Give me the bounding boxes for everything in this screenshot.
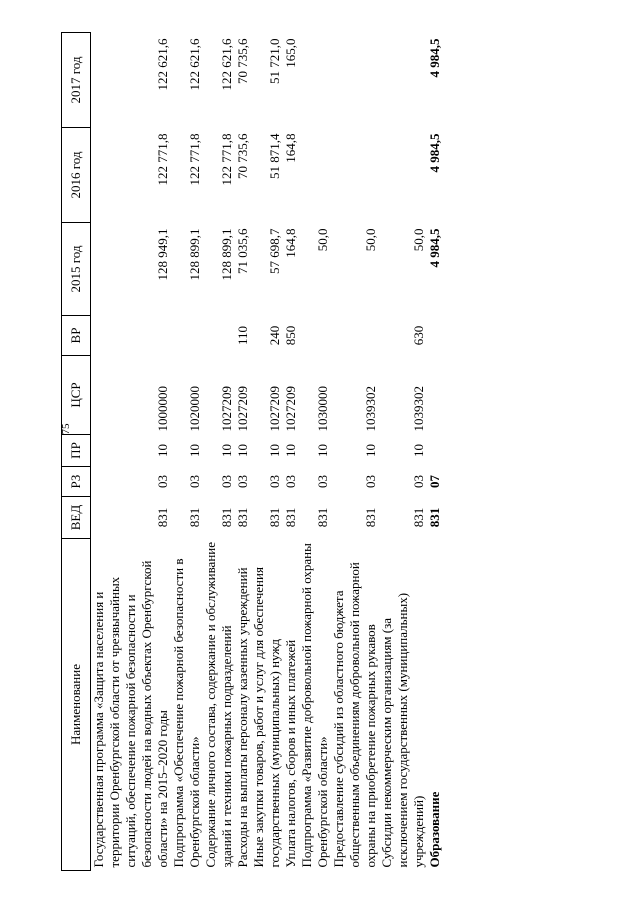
pr-cell: 10 — [235, 444, 250, 457]
table-row — [251, 33, 283, 871]
pr-cell: 10 — [155, 444, 170, 457]
header-name: Наименование — [62, 539, 91, 871]
rotated-page-content — [61, 33, 584, 871]
vr-cell — [331, 316, 379, 356]
vr-cell — [299, 316, 331, 356]
value-2016: 4 984,5 — [427, 133, 442, 173]
value-2016 — [331, 128, 379, 223]
pr-cell — [427, 435, 443, 467]
vr-cell — [171, 316, 203, 356]
header-rz: РЗ — [62, 467, 91, 497]
value-2015: 71 035,6 — [235, 228, 250, 274]
rz-cell: 03 — [315, 475, 330, 488]
rz-cell: 03 — [363, 475, 378, 488]
value-2015: 50,0 — [411, 228, 426, 252]
value-2016: 122 771,8 — [187, 133, 202, 186]
value-2017: 4 984,5 — [427, 38, 442, 78]
vr-cell: 850 — [283, 325, 298, 346]
pr-cell: 10 — [315, 444, 330, 457]
value-2017 — [299, 33, 331, 128]
table-row — [427, 33, 443, 871]
name-cell: Иные закупки товаров, работ и услуг для обеспечения государственных (муниципальных) нужд — [251, 567, 282, 868]
ved-cell: 831 — [363, 507, 378, 528]
table-row — [171, 33, 203, 871]
value-2017: 51 721,0 — [267, 38, 282, 84]
ved-cell: 831 — [187, 507, 202, 528]
value-2016 — [299, 128, 331, 223]
value-2016: 164,8 — [283, 133, 298, 163]
csr-cell: 1039302 — [363, 386, 378, 432]
value-2017: 165,0 — [283, 38, 298, 68]
header-2015: 2015 год — [62, 223, 91, 316]
ved-cell: 831 — [411, 507, 426, 528]
csr-cell: 1027209 — [219, 386, 234, 432]
vr-cell — [203, 316, 235, 356]
csr-cell: 1020000 — [187, 386, 202, 432]
value-2017 — [331, 33, 379, 128]
value-2015: 164,8 — [283, 228, 298, 258]
name-cell: Образование — [427, 791, 442, 868]
ved-cell: 831 — [267, 507, 282, 528]
vr-cell: 240 — [267, 325, 282, 346]
page-number: 75 — [60, 423, 72, 435]
name-cell: Расходы на выплаты персоналу казенных учреждений — [235, 567, 250, 868]
value-2017: 70 735,6 — [235, 38, 250, 84]
value-2015: 128 899,1 — [187, 228, 202, 281]
pr-cell: 10 — [283, 444, 298, 457]
ved-cell: 831 — [427, 507, 442, 528]
name-cell: Подпрограмма «Развитие добровольной пожарной охраны Оренбургской области» — [299, 543, 330, 868]
pr-cell: 10 — [267, 444, 282, 457]
pr-cell: 10 — [363, 444, 378, 457]
name-cell: Содержание личного состава, содержание и обслуживание зданий и техники пожарных подразделений — [203, 541, 234, 868]
header-pr: ПР — [62, 435, 91, 467]
value-2015: 50,0 — [363, 228, 378, 252]
rz-cell: 03 — [155, 475, 170, 488]
table-row — [331, 33, 379, 871]
value-2017: 122 621,6 — [219, 38, 234, 91]
rz-cell: 03 — [235, 475, 250, 488]
name-cell: Государственная программа «Защита населения и территории Оренбургской области от чрезвычайных ситуаций, обеспечение пожарной безопасности и безопасности людей на водных объектах Оренбургской области» на 2015–2020 годы — [91, 560, 170, 868]
csr-cell: 1000000 — [155, 386, 170, 432]
ved-cell: 831 — [315, 507, 330, 528]
name-cell: Субсидии некоммерческим организациям (за исключением государственных (муниципальных) учреждений) — [379, 592, 426, 868]
table-row — [235, 33, 251, 871]
name-cell: Уплата налогов, сборов и иных платежей — [283, 639, 298, 868]
rz-cell: 03 — [411, 475, 426, 488]
value-2015: 50,0 — [315, 228, 330, 252]
ved-cell: 831 — [283, 507, 298, 528]
value-2016: 70 735,6 — [235, 133, 250, 179]
table-row — [283, 33, 299, 871]
ved-cell: 831 — [235, 507, 250, 528]
vr-cell — [91, 316, 172, 356]
value-2016: 122 771,8 — [219, 133, 234, 186]
rz-cell: 07 — [427, 475, 442, 488]
pr-cell: 10 — [411, 444, 426, 457]
table-row — [379, 33, 427, 871]
header-csr: ЦСР — [62, 356, 91, 435]
value-2017: 122 621,6 — [155, 38, 170, 91]
value-2016: 51 871,4 — [267, 133, 282, 179]
csr-cell: 1027209 — [235, 386, 250, 432]
vr-cell: 110 — [235, 325, 250, 346]
rz-cell: 03 — [267, 475, 282, 488]
value-2017: 122 621,6 — [187, 38, 202, 91]
csr-cell: 1030000 — [315, 386, 330, 432]
csr-cell: 1027209 — [283, 386, 298, 432]
name-cell: Подпрограмма «Обеспечение пожарной безопасности в Оренбургской области» — [171, 558, 202, 868]
budget-table — [61, 32, 443, 871]
pr-cell: 10 — [187, 444, 202, 457]
value-2015: 4 984,5 — [427, 228, 442, 268]
value-2016: 122 771,8 — [155, 133, 170, 186]
table-row — [203, 33, 235, 871]
header-row — [62, 33, 91, 871]
rz-cell: 03 — [219, 475, 234, 488]
rz-cell: 03 — [283, 475, 298, 488]
table-row — [299, 33, 331, 871]
ved-cell: 831 — [155, 507, 170, 528]
value-2015: 57 698,7 — [267, 228, 282, 274]
rz-cell: 03 — [187, 475, 202, 488]
value-2016 — [379, 128, 427, 223]
csr-cell: 1039302 — [411, 386, 426, 432]
value-2017 — [379, 33, 427, 128]
vr-cell — [427, 316, 443, 356]
csr-cell: 1027209 — [267, 386, 282, 432]
value-2015: 128 899,1 — [219, 228, 234, 281]
value-2015: 128 949,1 — [155, 228, 170, 281]
header-vr: ВР — [62, 316, 91, 356]
header-2016: 2016 год — [62, 128, 91, 223]
table-row — [91, 33, 172, 871]
header-ved: ВЕД — [62, 497, 91, 539]
name-cell: Предоставление субсидий из областного бюджета общественным объединениям добровольной пожарной охраны на приобретение пожарных рукавов — [331, 562, 378, 868]
csr-cell — [427, 356, 443, 435]
ved-cell: 831 — [219, 507, 234, 528]
header-2017: 2017 год — [62, 33, 91, 128]
pr-cell: 10 — [219, 444, 234, 457]
vr-cell: 630 — [411, 325, 426, 346]
